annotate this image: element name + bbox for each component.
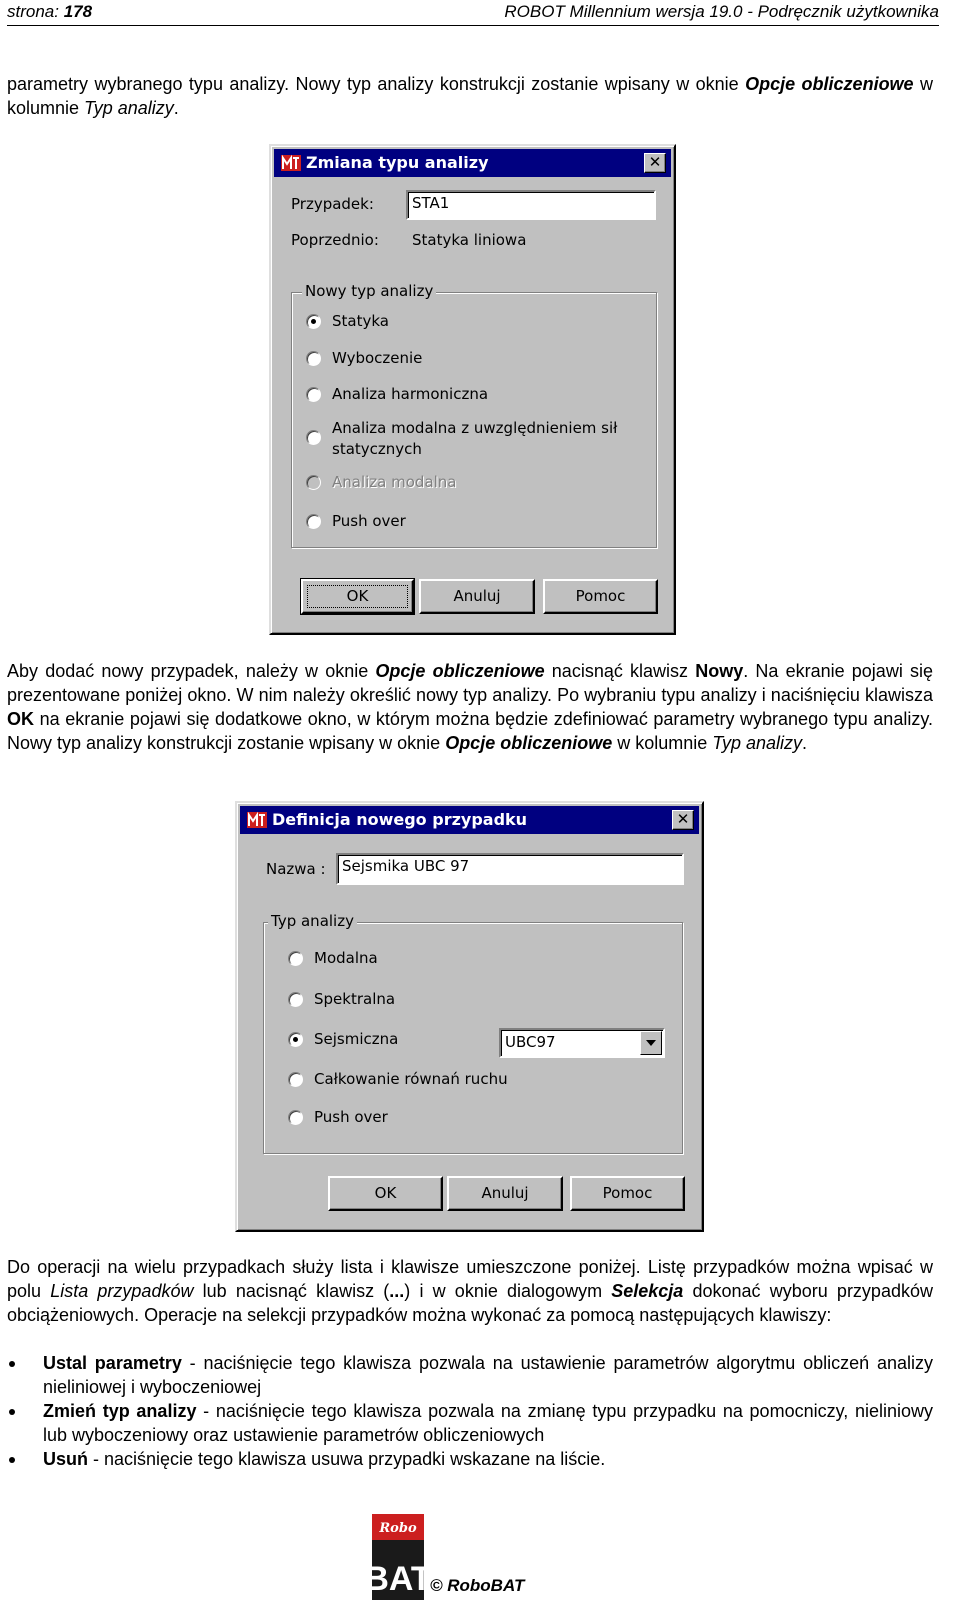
radio-dot xyxy=(306,387,321,402)
middle-paragraph: Aby dodać nowy przypadek, należy w oknie Opcje obliczeniowe nacisnąć klawisz Nowy. Na ekranie pojawi się prezentowane poniżej okno. W nim należy określić nowy typ analizy. Po wybraniu typu analizy i naciśnięciu klawisza OK na ekranie pojawi się dodatkowe okno, w którym można będzie zdefiniować parametry wybranego typu analizy. Nowy typ analizy konstrukcji zostanie wpisany w oknie Opcje obliczeniowe w kolumnie Typ analizy. xyxy=(7,661,933,753)
document-title: ROBOT Millennium wersja 19.0 - Podręcznik użytkownika xyxy=(504,2,939,21)
seismic-code-select[interactable]: UBC97 xyxy=(499,1028,665,1058)
radio-dot xyxy=(288,1110,303,1125)
dialog-title: Zmiana typu analizy xyxy=(306,153,489,172)
radio-dot xyxy=(306,475,321,490)
change-analysis-type-dialog xyxy=(269,144,676,635)
intro-paragraph: parametry wybranego typu analizy. Nowy typ analizy konstrukcji zostanie wpisany w oknie Opcje obliczeniowe w kolumnie Typ analizy. xyxy=(7,74,934,118)
bullet-list xyxy=(7,1351,933,1471)
robobat-logo xyxy=(364,1514,552,1600)
new-analysis-type-group: Nowy typ analizy Statyka Wyboczenie Analiza harmoniczna Analiza modalna z uwzględnieniem sił statycznych Analiza modalna Push over xyxy=(291,292,657,548)
cancel-button[interactable]: Anuluj xyxy=(447,1176,563,1211)
page-number: 178 xyxy=(63,2,93,21)
svg-text:BAT: BAT xyxy=(364,1560,432,1598)
bullet-icon xyxy=(9,1361,15,1367)
radio-dot xyxy=(288,992,303,1007)
list-item: Zmień typ analizy - naciśnięcie tego klawisza pozwala na zmianę typu przypadku na pomocniczy, nieliniowy lub wyboczeniowy oraz ustawienie parametrów obliczeniowych xyxy=(7,1399,933,1447)
dialog-titlebar xyxy=(240,806,699,834)
bullet-icon xyxy=(9,1409,15,1415)
group-legend: Typ analizy xyxy=(268,912,357,930)
radio-dot xyxy=(306,314,321,329)
analysis-type-group: Typ analizy Modalna Spektralna Sejsmiczna Całkowanie równań ruchu Push over UBC97 xyxy=(263,922,683,1154)
close-icon[interactable]: ✕ xyxy=(644,153,666,173)
robot-app-icon xyxy=(280,153,302,173)
help-button[interactable]: Pomoc xyxy=(570,1176,685,1211)
svg-text:Robo: Robo xyxy=(379,1521,417,1536)
copyright-text: © RoboBAT xyxy=(430,1576,525,1595)
previous-label: Poprzednio: xyxy=(291,231,379,249)
close-icon[interactable]: ✕ xyxy=(672,810,694,830)
robobat-logo-icon xyxy=(364,1514,432,1600)
name-field[interactable]: Sejsmika UBC 97 xyxy=(336,853,684,885)
radio-dot xyxy=(288,1072,303,1087)
ok-button[interactable]: OK xyxy=(301,579,414,614)
radio-dot xyxy=(288,951,303,966)
ok-button[interactable]: OK xyxy=(328,1176,443,1211)
name-label: Nazwa : xyxy=(266,860,326,878)
list-item: Ustal parametry - naciśnięcie tego klawisza pozwala na ustawienie parametrów algorytmu obliczeń analizy nieliniowej i wyboczeniowej xyxy=(7,1351,933,1399)
robot-app-icon xyxy=(246,810,268,830)
bullet-icon xyxy=(9,1457,15,1463)
radio-dot xyxy=(306,351,321,366)
radio-dot xyxy=(288,1032,303,1047)
cancel-button[interactable]: Anuluj xyxy=(419,579,535,614)
list-item: Usuń - naciśnięcie tego klawisza usuwa przypadki wskazane na liście. xyxy=(7,1447,933,1471)
previous-value: Statyka liniowa xyxy=(412,231,527,249)
new-case-definition-dialog xyxy=(235,801,704,1232)
radio-dot xyxy=(306,430,321,445)
page-number-label: strona: 178 xyxy=(7,2,93,21)
case-field[interactable]: STA1 xyxy=(406,190,656,220)
help-button[interactable]: Pomoc xyxy=(543,579,658,614)
page-header xyxy=(7,0,939,26)
chevron-down-icon[interactable] xyxy=(640,1031,662,1055)
bottom-paragraph: Do operacji na wielu przypadkach służy lista i klawisze umieszczone poniżej. Listę przypadków można wpisać w polu Lista przypadków lub nacisnąć klawisz (...) i w oknie dialogowym Selekcja dokonać wyboru przypadków obciążeniowych. Operacje na selekcji przypadków można wykonać za pomocą następujących klawiszy: xyxy=(7,1257,933,1325)
dialog-titlebar xyxy=(274,149,671,177)
case-label: Przypadek: xyxy=(291,195,374,213)
dialog-title: Definicja nowego przypadku xyxy=(272,810,528,829)
group-legend: Nowy typ analizy xyxy=(302,282,436,300)
radio-dot xyxy=(306,514,321,529)
